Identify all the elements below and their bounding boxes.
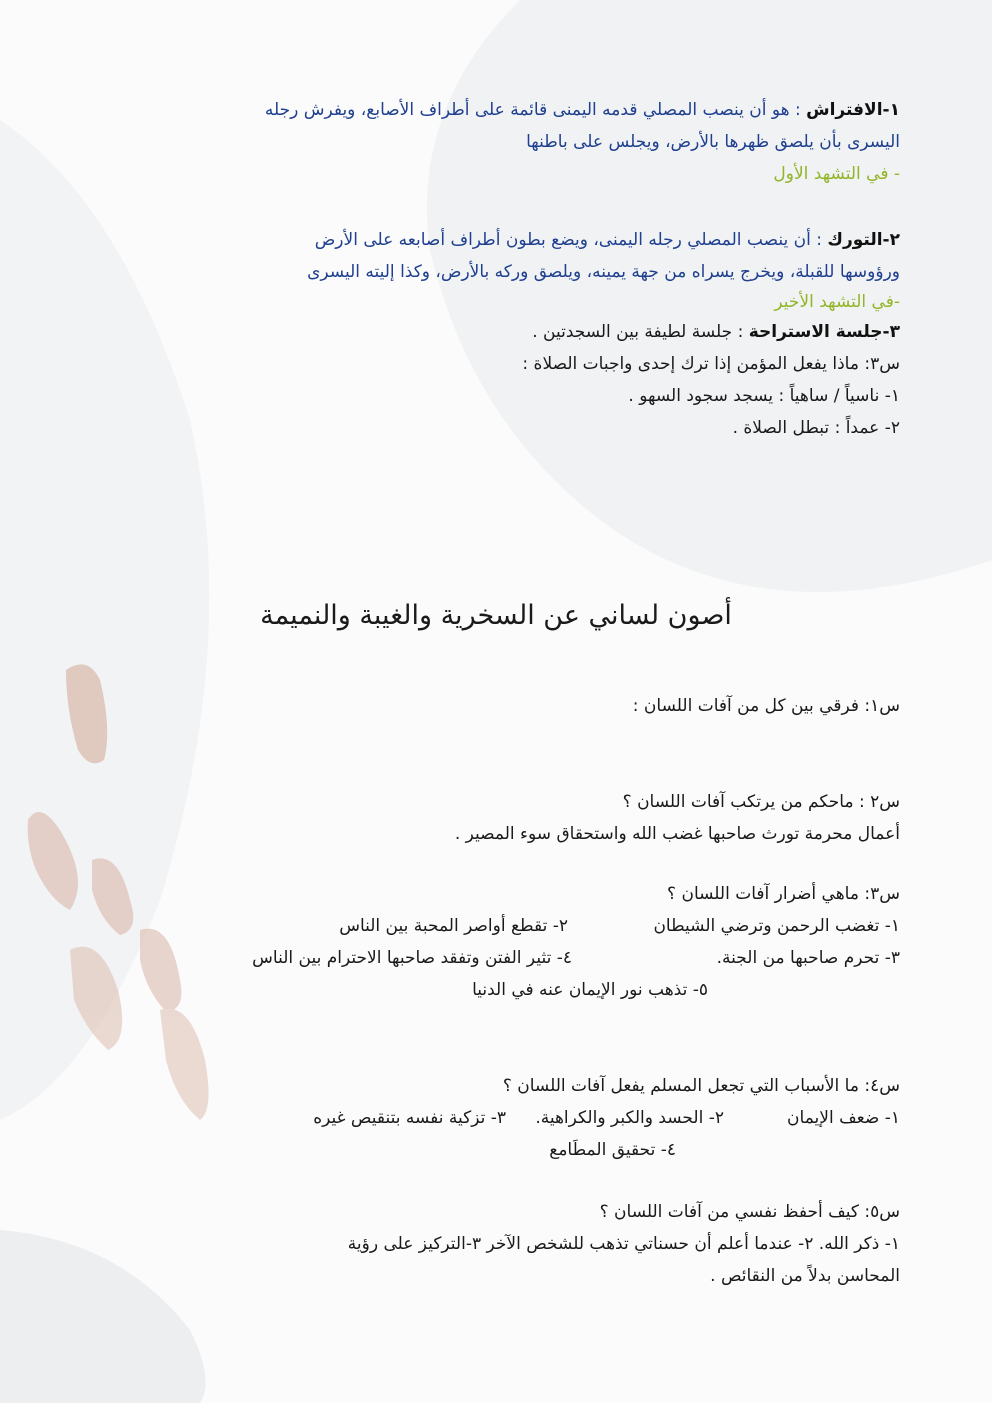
question-5: س٥: كيف أحفظ نفسي من آفات اللسان ؟ <box>599 1202 900 1222</box>
cause-1: ١- ضعف الإيمان <box>787 1108 900 1128</box>
question-3: س٣: ماهي أضرار آفات اللسان ؟ <box>667 884 900 904</box>
cause-4: ٤- تحقيق المطَامع <box>549 1140 676 1160</box>
istiraha-definition: : جلسة لطيفة بين السجدتين . <box>532 322 749 342</box>
iftirash-number: ١- <box>882 100 900 120</box>
question-3-prayer: س٣: ماذا يفعل المؤمن إذا ترك إحدى واجبات الصلاة : <box>522 354 900 374</box>
harm-2: ٢- تقطع أواصر المحبة بين الناس <box>339 916 568 936</box>
tawarruk-line-2: ورؤوسها للقبلة، ويخرج يسراه من جهة يمينه، ويلصق وركه بالأرض، وكذا إليته اليسرى <box>307 262 900 282</box>
question-4: س٤: ما الأسباب التي تجعل المسلم يفعل آفات اللسان ؟ <box>502 1076 900 1096</box>
answer-forgetful: ١- ناسياً / ساهياً : يسجد سجود السهو . <box>628 386 900 406</box>
tawarruk-definition: : أن ينصب المصلي رجله اليمنى، ويضع بطون أطراف أصابعه على الأرض <box>314 230 828 250</box>
iftirash-line-1 <box>265 96 900 124</box>
iftirash-note: - في التشهد الأول <box>773 164 900 184</box>
istiraha-number: ٣- <box>882 322 900 342</box>
istiraha-line <box>532 318 900 346</box>
iftirash-line-2: اليسرى بأن يلصق ظهرها بالأرض، ويجلس على باطنها <box>526 132 900 152</box>
iftirash-term: الافتراش <box>806 100 883 120</box>
answer-5-line-2: المحاسن بدلاً من النقائص . <box>710 1266 900 1286</box>
tawarruk-line-1 <box>315 226 900 254</box>
tawarruk-term: التورك <box>827 230 883 250</box>
iftirash-definition: : هو أن ينصب المصلي قدمه اليمنى قائمة على أطراف الأصابع، ويفرش رجله <box>264 100 807 120</box>
answer-5-line-1: ١- ذكر الله. ٢- عندما أعلم أن حسناتي تذهب للشخص الآخر ٣-التركيز على رؤية <box>347 1234 900 1254</box>
answer-2: أعمال محرمة تورث صاحبها غضب الله واستحقاق سوء المصير . <box>454 824 900 844</box>
page-title: أصون لساني عن السخرية والغيبة والنميمة <box>260 600 732 631</box>
harm-5: ٥- تذهب نور الإيمان عنه في الدنيا <box>472 980 708 1000</box>
harm-3: ٣- تحرم صاحبها من الجنة. <box>716 948 900 968</box>
cause-2: ٢- الحسد والكبر والكراهية. <box>535 1108 724 1128</box>
answer-intentional: ٢- عمداً : تبطل الصلاة . <box>732 418 900 438</box>
question-2: س٢ : ماحكم من يرتكب آفات اللسان ؟ <box>622 792 900 812</box>
cause-3: ٣- تزكية نفسه بتنقيص غيره <box>313 1108 506 1128</box>
question-1: س١: فرقي بين كل من آفات اللسان : <box>632 696 900 716</box>
istiraha-term: جلسة الاستراحة <box>748 322 883 342</box>
harm-1: ١- تغضب الرحمن وترضي الشيطان <box>653 916 900 936</box>
tawarruk-note: -في التشهد الأخير <box>774 292 900 312</box>
tawarruk-number: ٢- <box>882 230 900 250</box>
harm-4: ٤- تثير الفتن وتفقد صاحبها الاحترام بين الناس <box>252 948 572 968</box>
